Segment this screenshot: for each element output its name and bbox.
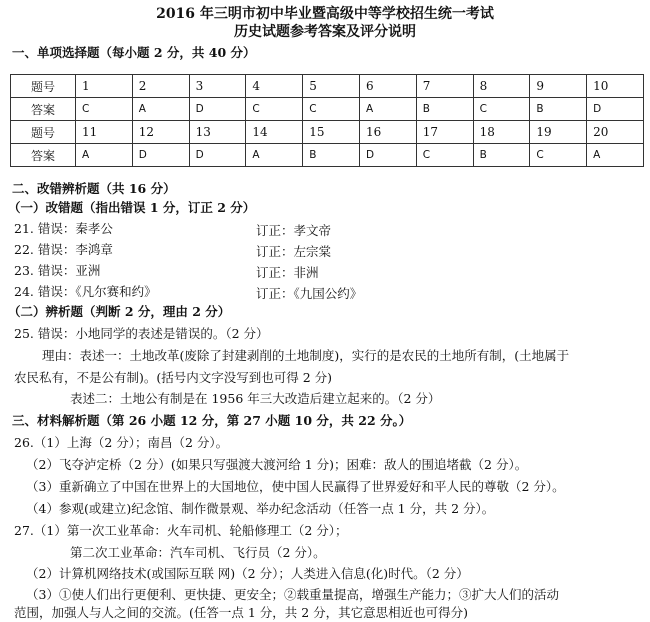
section2-heading: 二、改错辨析题（共 16 分） (12, 181, 176, 196)
answer-cell: C (416, 144, 473, 167)
correction-item (14, 242, 113, 258)
answer-cell: D (359, 144, 416, 167)
correction-error: 错误：李鸿章 (37, 242, 113, 257)
q27-part3-cont: 范围，加强人与人之间的交流。(任答一点 1 分，共 2 分，其它意思相近也可得分) (14, 605, 469, 620)
correction-num: 22. (14, 242, 34, 257)
question-number-cell: 13 (189, 121, 246, 144)
question-number-cell: 16 (359, 121, 416, 144)
q27-part3: （3）①使人们出行更便利、更快捷、更安全；②载重量提高，增强生产能力；③扩大人们的活动 (26, 587, 559, 602)
question-number-cell: 10 (587, 75, 644, 98)
answer-cell: C (530, 144, 587, 167)
question-number-cell: 4 (246, 75, 303, 98)
row-label-answer: 答案 (11, 98, 76, 121)
answer-cell: D (587, 98, 644, 121)
document-subtitle: 历史试题参考答案及评分说明 (234, 24, 416, 40)
q27-part2: （2）计算机网络技术(或国际互联 网)（2 分）；人类进入信息(化)时代。（2 分） (26, 566, 469, 581)
correction-fix: 订正：《九国公约》 (256, 286, 363, 301)
section2-part2-heading: （二）辨析题（判断 2 分，理由 2 分） (8, 304, 231, 319)
question-number-row (11, 75, 644, 98)
correction-fix: 订正：孝文帝 (256, 223, 332, 238)
question-number-cell: 3 (189, 75, 246, 98)
answer-cell: B (416, 98, 473, 121)
answer-row (11, 98, 644, 121)
question-number-cell: 11 (76, 121, 133, 144)
correction-error: 错误：秦孝公 (37, 221, 113, 236)
question-number-cell: 5 (303, 75, 360, 98)
correction-fix: 订正：左宗棠 (256, 244, 332, 259)
question-number-cell: 15 (303, 121, 360, 144)
question-number-cell: 20 (587, 121, 644, 144)
section3-heading: 三、材料解析题（第 26 小题 12 分，第 27 小题 10 分，共 22 分。） (12, 413, 412, 428)
correction-error: 错误：亚洲 (37, 263, 101, 278)
row-label-number: 题号 (11, 121, 76, 144)
answer-cell: B (473, 144, 530, 167)
answer-cell: C (303, 98, 360, 121)
q27-part1: 27.（1）第一次工业革命：火车司机、轮船修理工（2 分）； (14, 523, 348, 538)
correction-num: 24. (14, 284, 34, 299)
answer-cell: A (246, 144, 303, 167)
q25-reason-1-cont: 农民私有，不是公有制)。(括号内文字没写到也可得 2 分) (14, 370, 333, 385)
answer-cell: C (246, 98, 303, 121)
answer-cell: A (76, 144, 133, 167)
row-label-number: 题号 (11, 75, 76, 98)
question-number-cell: 18 (473, 121, 530, 144)
section2-part1-heading: （一）改错题（指出错误 1 分，订正 2 分） (8, 200, 256, 215)
q25-reason-2: 表述二：土地公有制是在 1956 年三大改造后建立起来的。（2 分） (70, 391, 441, 406)
question-number-cell: 14 (246, 121, 303, 144)
question-number-cell: 9 (530, 75, 587, 98)
question-number-cell: 1 (76, 75, 133, 98)
answer-cell: D (189, 144, 246, 167)
section1-heading: 一、单项选择题（每小题 2 分，共 40 分） (12, 45, 256, 60)
answer-cell: A (359, 98, 416, 121)
q26-part2: （2）飞夺泸定桥（2 分）(如果只写强渡大渡河给 1 分)；困难：敌人的围追堵截（2 分）。 (26, 457, 528, 472)
answer-cell: B (303, 144, 360, 167)
q26-part4: （4）参观(或建立)纪念馆、制作微景观、举办纪念活动（任答一点 1 分，共 2 分）。 (26, 501, 495, 516)
answer-cell: D (132, 144, 189, 167)
question-number-row (11, 121, 644, 144)
correction-num: 21. (14, 221, 34, 236)
question-number-cell: 12 (132, 121, 189, 144)
correction-item (14, 221, 113, 237)
correction-num: 23. (14, 263, 34, 278)
q25-reason-1: 理由：表述一：土地改革(废除了封建剥削的土地制度)，实行的是农民的土地所有制，(土地属于 (42, 348, 570, 363)
question-number-cell: 6 (359, 75, 416, 98)
q25-verdict: 25. 错误：小地同学的表述是错误的。（2 分） (14, 326, 269, 341)
correction-fix: 订正：非洲 (256, 265, 319, 280)
correction-error: 错误：《凡尔赛和约》 (37, 284, 157, 299)
answer-cell: C (76, 98, 133, 121)
question-number-cell: 8 (473, 75, 530, 98)
q26-part3: （3）重新确立了中国在世界上的大国地位，使中国人民赢得了世界爱好和平人民的尊敬（2 分）。 (26, 479, 565, 494)
q26-part1: 26.（1）上海（2 分）；南昌（2 分）。 (14, 435, 229, 450)
question-number-cell: 19 (530, 121, 587, 144)
answer-cell: A (132, 98, 189, 121)
answer-row (11, 144, 644, 167)
correction-item (14, 284, 157, 300)
document-title: 2016 年三明市初中毕业暨高级中等学校招生统一考试 (156, 6, 494, 22)
answer-cell: A (587, 144, 644, 167)
correction-item (14, 263, 100, 279)
question-number-cell: 7 (416, 75, 473, 98)
question-number-cell: 17 (416, 121, 473, 144)
answer-cell: D (189, 98, 246, 121)
answer-cell: C (473, 98, 530, 121)
question-number-cell: 2 (132, 75, 189, 98)
answer-table (10, 74, 644, 167)
row-label-answer: 答案 (11, 144, 76, 167)
answer-cell: B (530, 98, 587, 121)
q27-part1-cont: 第二次工业革命：汽车司机、飞行员（2 分）。 (70, 545, 326, 560)
